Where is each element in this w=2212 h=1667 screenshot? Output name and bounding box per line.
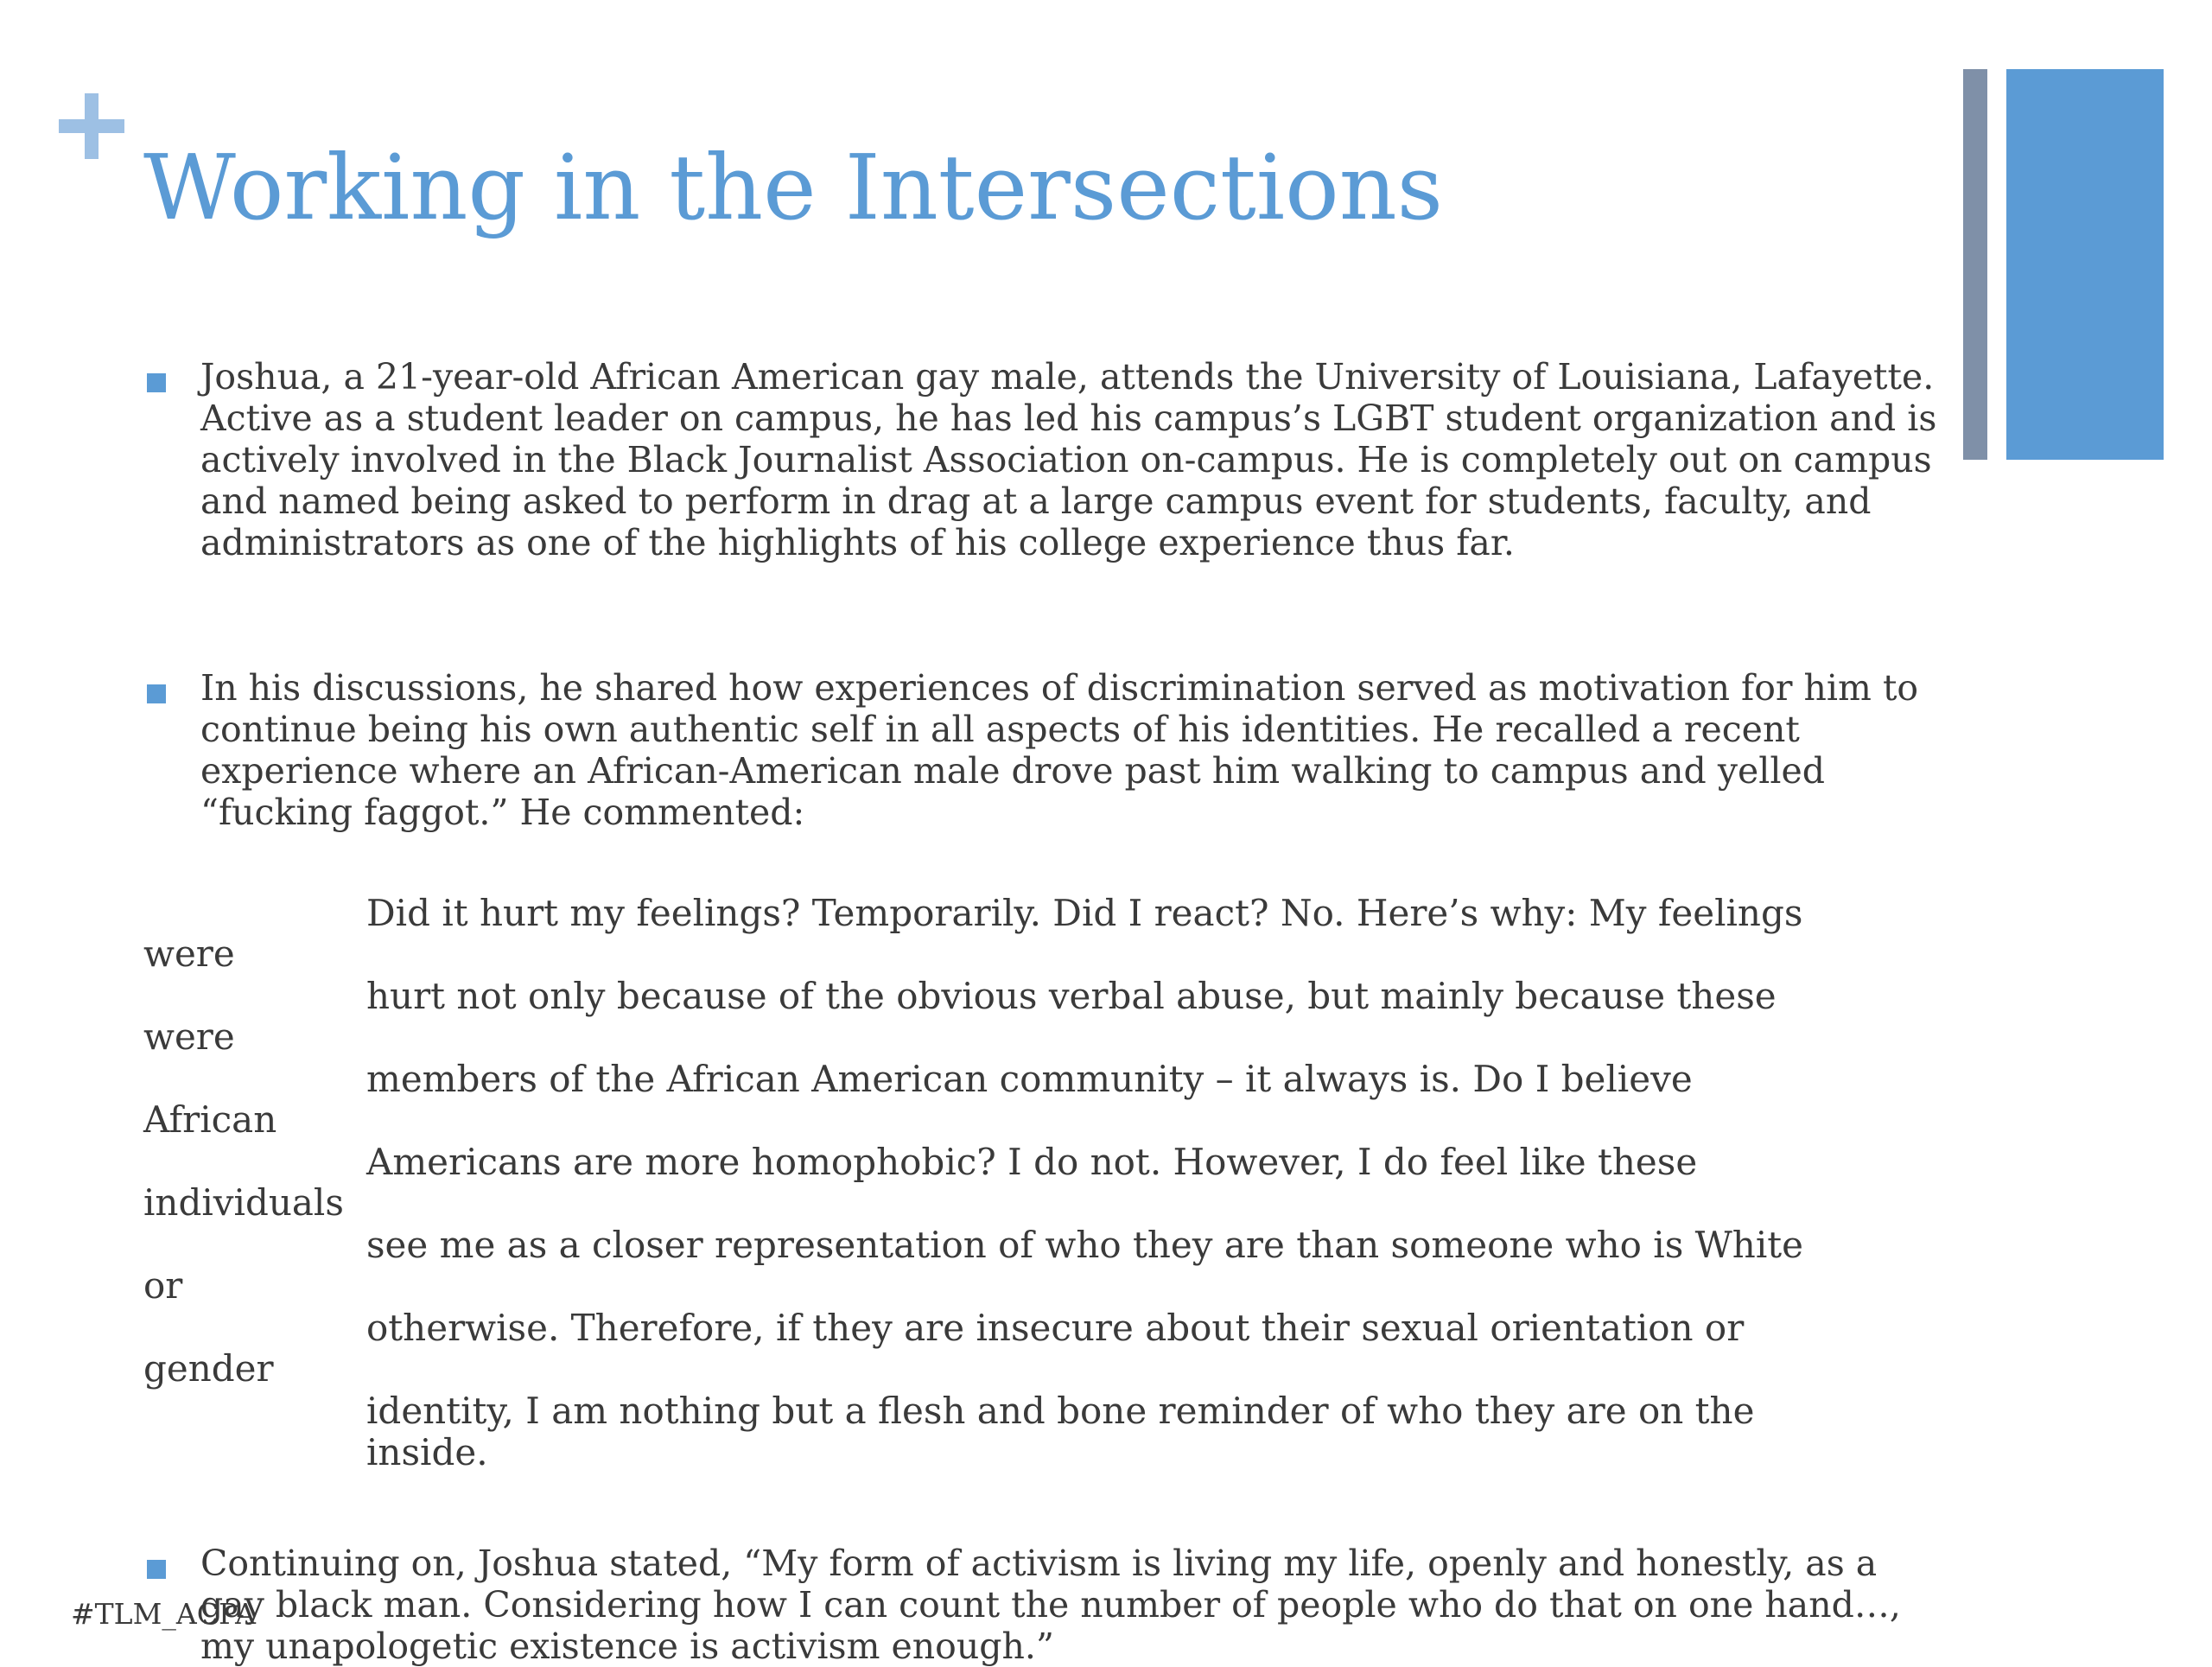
bullet-item [143, 1543, 1949, 1667]
quote-wrap-word: or [143, 1264, 183, 1307]
bullet-text: Continuing on, Joshua stated, “My form of activism is living my life, openly and honestly, as a gay black man. Considering how I can count the number of people who do that on one hand…, my unapologetic existence is activism enough.” [200, 1543, 1901, 1667]
bullet-square-icon [147, 684, 166, 703]
decorative-bar-thin [1963, 69, 1987, 460]
quote-row [143, 1431, 1958, 1514]
quote-row [143, 1307, 1958, 1390]
quote-line: Did it hurt my feelings? Temporarily. Did I react? No. Here’s why: My feelings [366, 892, 1803, 934]
quote-line: Americans are more homophobic? I do not. However, I do feel like these [366, 1141, 1698, 1183]
bullet-text: In his discussions, he shared how experiences of discrimination served as motivation for him to continue being his own authentic self in all aspects of his identities. He recalled a recent experience where an African-American male drove past him walking to campus and yelled “fucking faggot.” He commented: [200, 667, 1919, 833]
quote-row [143, 1058, 1958, 1141]
quote-wrap-word: gender [143, 1347, 274, 1390]
quote-line: members of the African American community – it always is. Do I believe [366, 1058, 1693, 1100]
plus-icon-vertical [85, 93, 99, 159]
bullet-text: Joshua, a 21-year-old African American gay male, attends the University of Louisiana, Lafayette. Active as a student leader on campus, he has led his campus’s LGBT student organization and is actively involved in the Black Journalist Association on-campus. He is completely out on campus and named being asked to perform in drag at a large campus event for students, faculty, and administrators as one of the highlights of his college experience thus far. [200, 356, 1937, 563]
bullet-square-icon [147, 373, 166, 392]
decorative-bar-wide [2006, 69, 2164, 460]
quote-row [143, 975, 1958, 1058]
bullet-square-icon [147, 1560, 166, 1579]
quote-last-line: inside. [366, 1431, 488, 1473]
quote-line: identity, I am nothing but a flesh and bone reminder of who they are on the [366, 1390, 1755, 1432]
quote-wrap-word: were [143, 932, 235, 975]
quote-wrap-word: were [143, 1015, 235, 1058]
quote-line: otherwise. Therefore, if they are insecure about their sexual orientation or [366, 1307, 1745, 1349]
bullet-item [143, 356, 1949, 563]
quote-row [143, 892, 1958, 975]
bullet-item [143, 667, 1949, 833]
slide-title: Working in the Intersections [143, 135, 1444, 240]
quote-line: hurt not only because of the obvious verbal abuse, but mainly because these [366, 975, 1777, 1017]
quote-row [143, 1141, 1958, 1224]
quote-line: see me as a closer representation of who they are than someone who is White [366, 1224, 1803, 1266]
quote-wrap-word: African [143, 1098, 277, 1141]
quote-wrap-word: individuals [143, 1181, 344, 1224]
footer-hashtag: #TLM_ACPA [71, 1597, 256, 1631]
plus-icon [59, 93, 124, 159]
quote-row [143, 1224, 1958, 1307]
